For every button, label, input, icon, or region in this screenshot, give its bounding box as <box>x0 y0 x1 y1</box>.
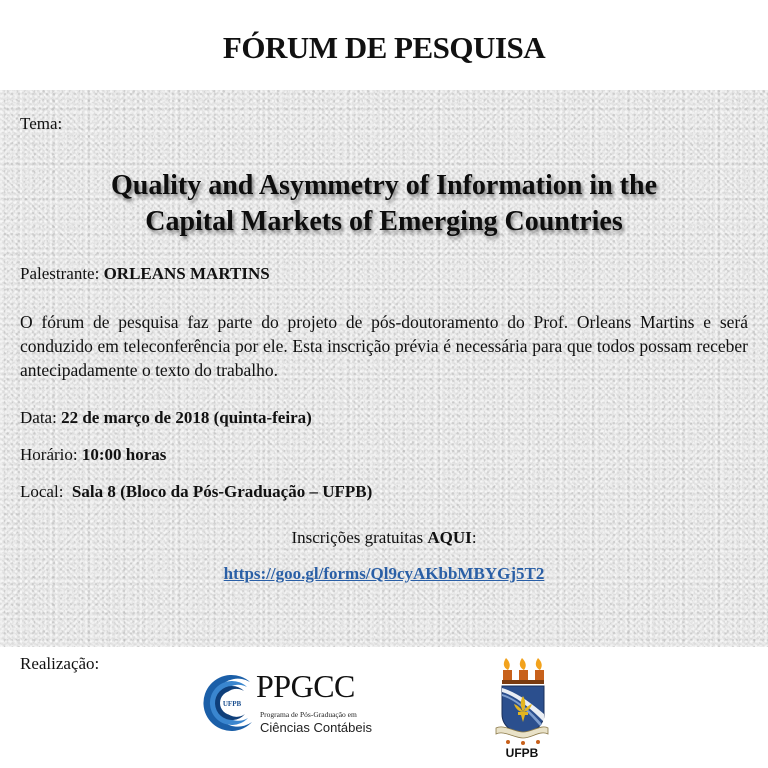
talk-title-line-2: Capital Markets of Emerging Countries <box>145 206 623 237</box>
place-value: Sala 8 (Bloco da Pós-Graduação – UFPB) <box>71 482 373 501</box>
registration-cta <box>0 528 768 548</box>
event-description: O fórum de pesquisa faz parte do projeto de pós-doutoramento do Prof. Orleans Martins e será conduzido em teleconferência por ele. Esta inscrição prévia é necessária para que todos possam receber antecipadamente o texto do trabalho. <box>20 312 748 380</box>
ppgcc-ring-label: UFPB <box>222 700 242 708</box>
talk-title-line-1: Quality and Asymmetry of Information in the <box>111 170 657 201</box>
ppgcc-logo <box>198 668 373 743</box>
talk-title <box>0 168 768 240</box>
ufpb-crest-icon <box>494 656 550 746</box>
tema-label: Tema: <box>20 114 63 133</box>
speaker-label: Palestrante: <box>20 264 100 283</box>
speaker-name: ORLEANS MARTINS <box>103 264 270 283</box>
time-value: 10:00 horas <box>81 445 167 464</box>
page-title: FÓRUM DE PESQUISA <box>222 30 546 65</box>
ppgcc-acronym: PPGCC <box>256 668 355 704</box>
place-label: Local: <box>20 482 64 501</box>
date-label: Data: <box>20 408 57 427</box>
ufpb-crest-logo <box>494 656 550 764</box>
registration-text: Inscrições gratuitas <box>291 528 428 547</box>
speaker-row <box>20 264 270 284</box>
place-row <box>20 482 372 502</box>
time-row <box>20 445 166 465</box>
registration-colon: : <box>471 528 477 547</box>
time-label: Horário: <box>20 445 78 464</box>
ppgcc-swirl-icon <box>200 672 262 734</box>
registration-link-row <box>0 564 768 584</box>
registration-emphasis: AQUI <box>427 528 472 547</box>
date-row <box>20 408 312 428</box>
ufpb-label: UFPB <box>505 746 539 760</box>
header <box>0 0 768 90</box>
ppgcc-subtitle-2: Ciências Contábeis <box>260 720 373 735</box>
ppgcc-subtitle: Programa de Pós-Graduação em <box>260 710 357 719</box>
realizacao-label: Realização: <box>20 654 100 673</box>
date-value: 22 de março de 2018 (quinta-feira) <box>61 408 312 427</box>
registration-link[interactable]: https://goo.gl/forms/Ql9cyAKbbMBYGj5T2 <box>223 564 545 583</box>
event-panel <box>0 90 768 647</box>
